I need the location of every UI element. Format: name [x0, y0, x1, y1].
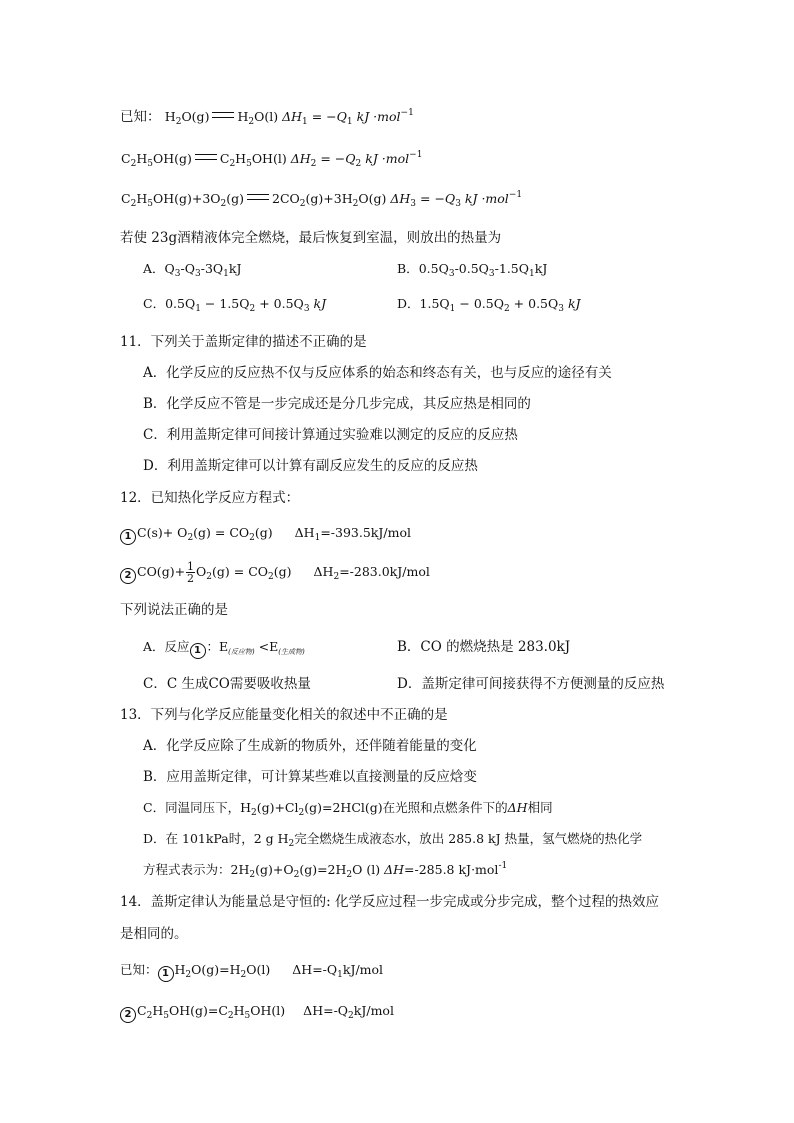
- known-label: 已知：: [120, 109, 161, 125]
- q12-eq2: 2 CO(g)+ $\frac{1}{2}$ $O_2(g) = CO_2(g)$ $\Delta H_2=-283.0kJ$/mol: [120, 561, 430, 584]
- circled-two-icon: 2: [120, 568, 136, 584]
- circled-two-icon: 2: [120, 1007, 136, 1023]
- q13-option-d[interactable]: D．在 101kPa时，2 g $H_2$完全燃烧生成液态水，放出 285.8 kJ 热量，氢气燃烧的热化学: [143, 831, 643, 849]
- q11-stem: 11．下列关于盖斯定律的描述不正确的是: [120, 334, 367, 350]
- circled-one-icon: 1: [158, 966, 174, 982]
- q14-stem: 14．盖斯定律认为能量总是守恒的: 化学反应过程一步完成或分步完成，整个过程的热效应: [120, 894, 660, 910]
- q10-stem: 若使 23g酒精液体完全燃烧，最后恢复到室温，则放出的热量为: [120, 230, 502, 246]
- q11-option-a[interactable]: A．化学反应的反应热不仅与反应体系的始态和终态有关，也与反应的途径有关: [143, 365, 612, 381]
- q12-option-a[interactable]: A．反应 1 ：$E_{(反应物)} <E_{(生成物)}$: [143, 638, 305, 661]
- q12-eq1: 1 $C(s)+ O_2(g) = CO_2(g)$ $\Delta H_1=-393.5kJ$/mol: [120, 524, 411, 545]
- q10-option-c[interactable]: C．$0.5Q_1 - 1.5Q_2 + 0.5Q_3$ kJ: [143, 296, 327, 314]
- q13-stem: 13．下列与化学反应能量变化相关的叙述中不正确的是: [120, 707, 448, 723]
- eq-h2o: $H_2O(g)$ $H_2O(l) \Delta H_1 = -Q_1$ kJ ·mol$^{-1}$: [164, 108, 414, 127]
- q10-option-b[interactable]: B．$0.5Q_3-0.5Q_3-1.5Q_1kJ$: [397, 261, 548, 279]
- q14-eq1: 已知： 1 $H_2O(g)=H_2O(l)$ $\Delta H=-Q_1kJ$/mol: [120, 962, 384, 980]
- q14-stem-cont: 是相同的。: [120, 926, 188, 942]
- q12-say: 下列说法正确的是: [120, 602, 228, 618]
- q10-option-a[interactable]: A．$Q_3-Q_3-3Q_1kJ$: [143, 261, 242, 279]
- circled-one-icon: 1: [190, 643, 206, 659]
- q12-option-d[interactable]: D．盖斯定律可间接获得不方便测量的反应热: [397, 676, 665, 692]
- q13-option-b[interactable]: B．应用盖斯定律，可计算某些难以直接测量的反应焓变: [143, 769, 477, 785]
- q13-option-a[interactable]: A．化学反应除了生成新的物质外，还伴随着能量的变化: [143, 738, 477, 754]
- q13-option-c[interactable]: C．同温同压下，$H_2(g)+Cl_2(g)=2HCl(g)$在光照和点燃条件下的ΔH相同: [143, 800, 553, 818]
- q11-option-d[interactable]: D．利用盖斯定律可以计算有副反应发生的反应的反应热: [143, 458, 478, 474]
- q11-option-b[interactable]: B．化学反应不管是一步完成还是分几步完成，其反应热是相同的: [143, 396, 531, 412]
- q12-option-c[interactable]: C．C 生成CO需要吸收热量: [143, 676, 311, 692]
- equal-sign-icon: [247, 194, 269, 200]
- eq-ethanol-combustion: $C_2H_5OH(g)+3O_2(g)$ $2CO_2(g)+3H_2O(g) \Delta H_3 = -Q_3$ kJ ·mol$^{-1}$: [121, 190, 523, 209]
- q12-stem: 12．已知热化学反应方程式：: [120, 490, 300, 506]
- equal-sign-icon: [195, 154, 217, 160]
- equal-sign-icon: [212, 112, 234, 118]
- q13-option-d-cont: 方程式表示为：$2H_2(g)+O_2(g)=2H_2O$ (l) ΔH=-285.8 kJ·mol$^{-1}$: [143, 861, 508, 880]
- q14-eq2: 2 $C_2H_5OH(g)=C_2H_5OH(l)$ $\Delta H=-Q_2kJ$/mol: [120, 1002, 394, 1023]
- eq-ethanol-phase: $C_2H_5OH(g)$ $C_2H_5OH(l) \Delta H_2 = -Q_2$ kJ ·mol$^{-1}$: [121, 150, 423, 169]
- fraction-half: $\frac{1}{2}$: [187, 560, 195, 585]
- circled-one-icon: 1: [120, 529, 136, 545]
- q11-option-c[interactable]: C．利用盖斯定律可间接计算通过实验难以测定的反应的反应热: [143, 427, 518, 443]
- q10-option-d[interactable]: D．$1.5Q_1 - 0.5Q_2 + 0.5Q_3$ kJ: [397, 296, 581, 314]
- known-eq-h2o: [120, 108, 414, 126]
- q12-option-b[interactable]: B．CO 的燃烧热是 283.0kJ: [397, 639, 571, 655]
